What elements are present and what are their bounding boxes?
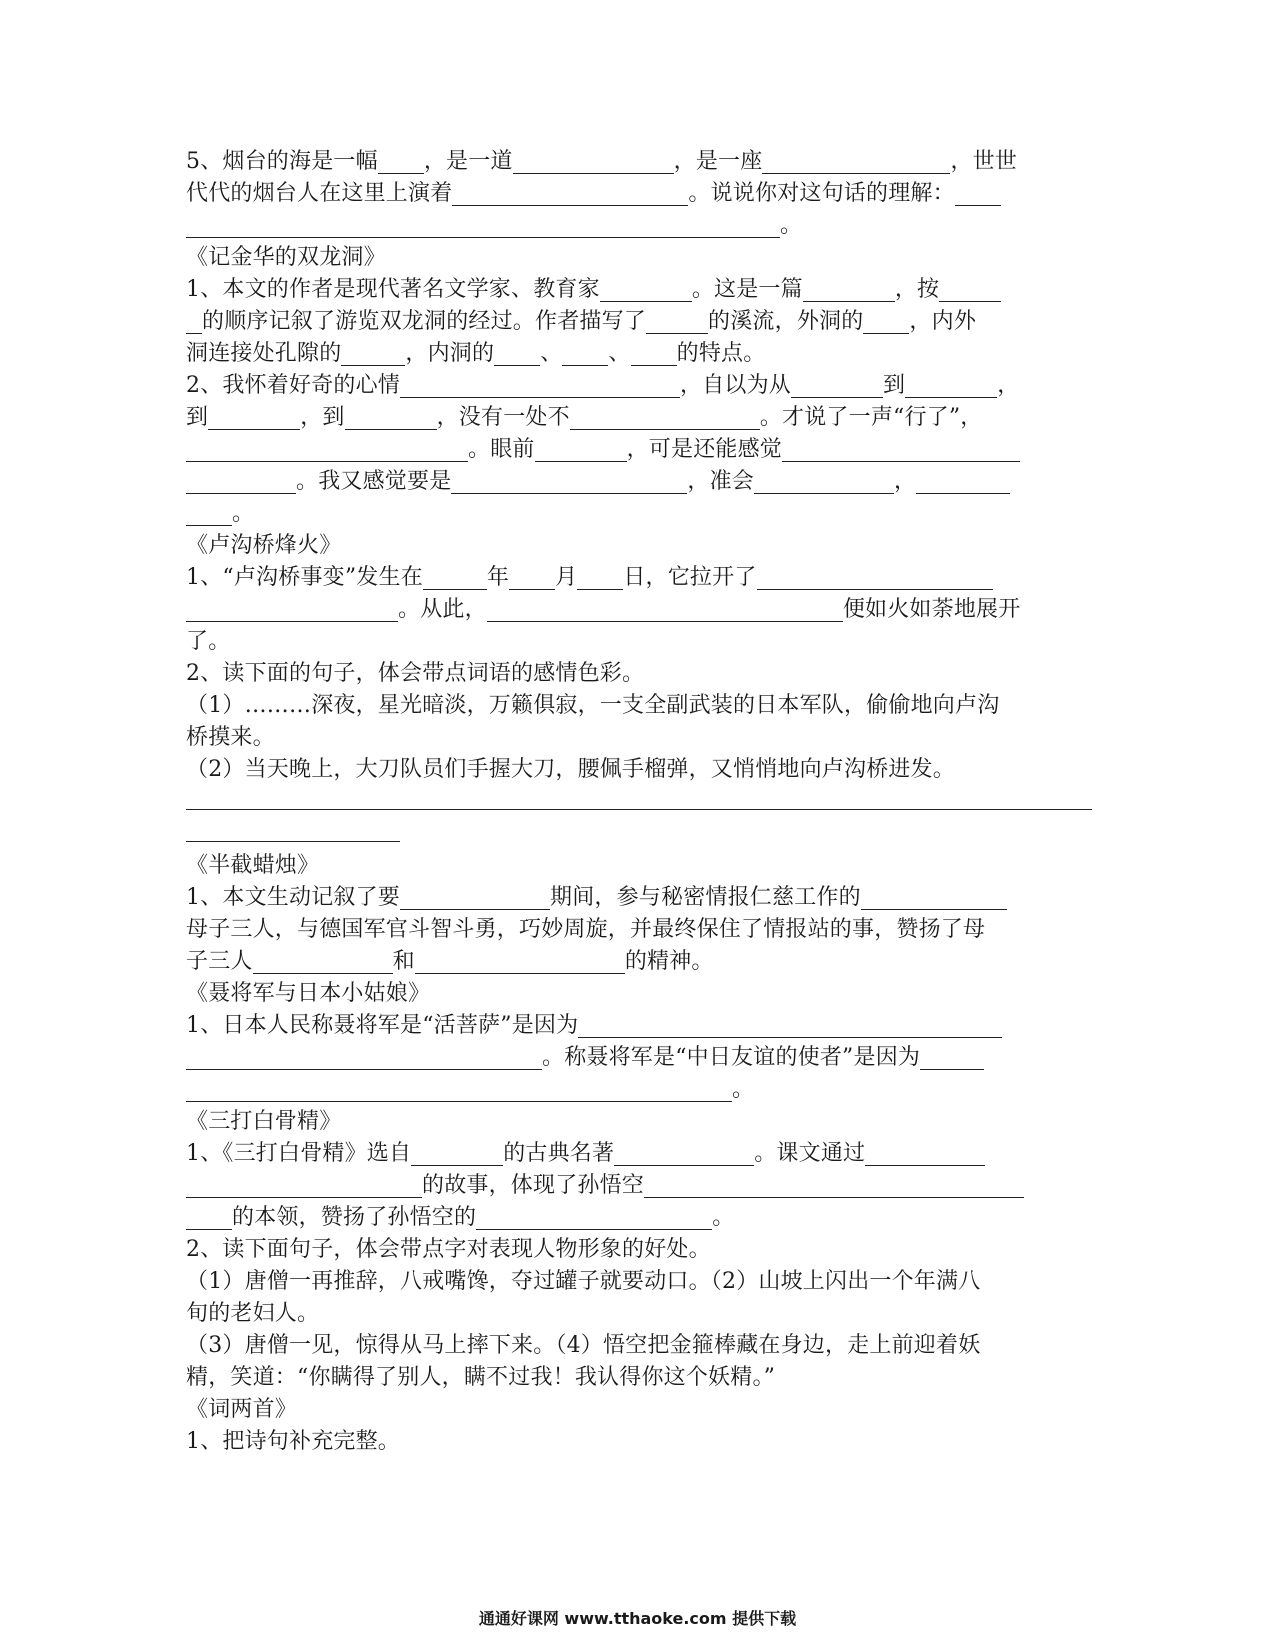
- question-text: ，内外: [909, 309, 977, 334]
- question-line: [186, 1170, 1092, 1202]
- answer-blank[interactable]: [378, 151, 424, 174]
- answer-blank[interactable]: [253, 951, 393, 974]
- question-line: 2、读下面的句子，体会带点词语的感情色彩。: [186, 661, 645, 686]
- question-line: [186, 1074, 1092, 1106]
- answer-blank[interactable]: [452, 183, 688, 206]
- question-text: 1、本文生动记叙了要: [186, 885, 400, 910]
- question-text: 到: [186, 405, 209, 430]
- question-line: [186, 498, 1092, 530]
- question-text: 。: [780, 213, 803, 238]
- answer-blank[interactable]: [600, 279, 692, 302]
- question-text: 的特点。: [676, 341, 766, 366]
- question-line: [186, 594, 1092, 626]
- answer-blank[interactable]: [186, 1047, 542, 1070]
- answer-blank[interactable]: [400, 375, 680, 398]
- answer-blank[interactable]: [186, 311, 202, 334]
- answer-blank[interactable]: [939, 279, 1001, 302]
- question-text: 、: [540, 341, 563, 366]
- answer-blank[interactable]: [423, 567, 487, 590]
- sentence-line: （3）唐僧一见，惊得从马上摔下来。（4）悟空把金箍棒藏在身边，走上前迎着妖: [186, 1333, 981, 1358]
- section-title: 《半截蜡烛》: [186, 853, 320, 878]
- question-text: 。才说了一声“行了”，: [759, 405, 983, 430]
- sentence-line: （1）唐僧一再推辞，八戒嘴馋，夺过罐子就要动口。（2）山坡上闪出一个年满八: [186, 1269, 981, 1294]
- question-text: 2、我怀着好奇的心情: [186, 373, 400, 398]
- question-text: ，到: [300, 405, 345, 430]
- question-text: 子三人: [186, 949, 253, 974]
- question-text: 的顺序记叙了游览双龙洞的经过。作者描写了: [202, 309, 647, 334]
- question-text: ，准会: [687, 469, 755, 494]
- answer-blank[interactable]: [208, 407, 300, 430]
- question-text: ，: [997, 373, 1020, 398]
- sentence-line: 精，笑道：“你瞒得了别人，瞒不过我！我认得你这个妖精。”: [186, 1365, 776, 1390]
- question-line: [186, 338, 1092, 370]
- answer-blank[interactable]: [762, 151, 950, 174]
- answer-blank[interactable]: [644, 1175, 1024, 1198]
- question-text: 、: [608, 341, 631, 366]
- question-text: ，可是还能感觉: [626, 437, 783, 462]
- answer-blank[interactable]: [186, 1175, 422, 1198]
- answer-blank[interactable]: [509, 567, 555, 590]
- question-text: 便如火如荼地展开: [842, 597, 1021, 622]
- question-text: ，是一座: [673, 149, 763, 174]
- question-text: ，自以为从: [680, 373, 792, 398]
- question-line: [186, 1138, 1092, 1170]
- question-text: 的精神。: [624, 949, 714, 974]
- answer-blank[interactable]: [411, 1143, 503, 1166]
- question-text: 1、“卢沟桥事变”发生在: [186, 565, 423, 590]
- answer-blank[interactable]: [614, 1143, 754, 1166]
- answer-blank[interactable]: [186, 841, 400, 842]
- question-line: [186, 146, 1092, 178]
- answer-blank[interactable]: [782, 439, 1020, 462]
- answer-blank[interactable]: [415, 951, 625, 974]
- question-text: 。从此，: [398, 597, 487, 622]
- sentence-line: （2）当天晚上，大刀队员们手握大刀，腰佩手榴弹，又悄悄地向卢沟桥进发。: [186, 757, 955, 782]
- question-line: [186, 274, 1092, 306]
- answer-blank[interactable]: [400, 887, 550, 910]
- section-title: 《记金华的双龙洞》: [186, 245, 386, 270]
- answer-blank[interactable]: [863, 311, 909, 334]
- answer-blank[interactable]: [562, 343, 608, 366]
- answer-blank[interactable]: [955, 183, 1001, 206]
- question-text: 。称聂将军是“中日友谊的使者”是因为: [542, 1045, 921, 1070]
- sentence-line: 旬的老妇人。: [186, 1301, 320, 1326]
- question-text: 到: [883, 373, 906, 398]
- question-text: 的溪流，外洞的: [708, 309, 864, 334]
- answer-blank[interactable]: [757, 567, 993, 590]
- question-text: 1、本文的作者是现代著名文学家、教育家: [186, 277, 600, 302]
- question-line: [186, 882, 1092, 914]
- question-line: 母子三人，与德国军官斗智斗勇，巧妙周旋，并最终保住了情报站的事，赞扬了母: [186, 917, 986, 942]
- question-line: [186, 562, 1092, 594]
- question-line: [186, 210, 1092, 242]
- question-text: 。: [732, 1077, 755, 1102]
- answer-blank[interactable]: [186, 503, 232, 526]
- answer-blank[interactable]: [905, 375, 997, 398]
- answer-blank[interactable]: [916, 471, 1010, 494]
- answer-blank[interactable]: [345, 407, 437, 430]
- answer-blank[interactable]: [578, 1015, 1002, 1038]
- answer-blank[interactable]: [186, 599, 398, 622]
- answer-blank[interactable]: [186, 1079, 732, 1102]
- question-line: 2、读下面句子，体会带点字对表现人物形象的好处。: [186, 1237, 711, 1262]
- question-text: 的本领，赞扬了孙悟空的: [232, 1205, 477, 1230]
- answer-rule: [186, 786, 1092, 818]
- question-text: 期间，参与秘密情报仁慈工作的: [550, 885, 861, 910]
- answer-blank[interactable]: [341, 343, 405, 366]
- question-text: ，按: [894, 277, 940, 302]
- question-line: [186, 1202, 1092, 1234]
- answer-blank[interactable]: [861, 887, 1007, 910]
- question-line: [186, 178, 1092, 210]
- answer-blank[interactable]: [451, 471, 687, 494]
- question-line: 1、把诗句补充完整。: [186, 1429, 400, 1454]
- section-title: 《聂将军与日本小姑娘》: [186, 981, 431, 1006]
- question-text: 的古典名著: [503, 1141, 615, 1166]
- answer-blank[interactable]: [920, 1047, 984, 1070]
- question-line: [186, 402, 1092, 434]
- question-line: [186, 306, 1092, 338]
- answer-blank[interactable]: [186, 809, 1092, 810]
- question-text: 。: [712, 1205, 735, 1230]
- answer-blank[interactable]: [803, 279, 895, 302]
- question-text: 。说说你对这句话的理解：: [688, 181, 955, 206]
- question-text: 。这是一篇: [691, 277, 803, 302]
- worksheet-page: [186, 146, 1092, 1458]
- question-line: [186, 946, 1092, 978]
- question-text: 。眼前: [468, 437, 535, 462]
- section-title: 《词两首》: [186, 1397, 298, 1422]
- question-line: 了。: [186, 629, 231, 654]
- question-text: 1、日本人民称聂将军是“活菩萨”是因为: [186, 1013, 579, 1038]
- answer-blank[interactable]: [577, 567, 623, 590]
- answer-blank[interactable]: [791, 375, 883, 398]
- answer-blank[interactable]: [186, 215, 780, 238]
- question-text: 。我又感觉要是: [296, 469, 452, 494]
- answer-blank[interactable]: [513, 151, 674, 174]
- answer-blank[interactable]: [646, 311, 708, 334]
- question-text: 。: [232, 501, 255, 526]
- question-line: [186, 1042, 1092, 1074]
- footer-credit: 通通好课网 www.tthaoke.com 提供下载: [478, 1609, 797, 1628]
- section-title: 《三打白骨精》: [186, 1109, 342, 1134]
- question-text: 1、《三打白骨精》选自: [186, 1141, 412, 1166]
- answer-blank[interactable]: [754, 471, 894, 494]
- question-line: [186, 466, 1092, 498]
- question-line: [186, 370, 1092, 402]
- question-text: ，世世: [950, 149, 1018, 174]
- question-text: 洞连接处孔隙的: [186, 341, 342, 366]
- question-text: ，没有一处不: [436, 405, 570, 430]
- answer-blank[interactable]: [494, 343, 540, 366]
- sentence-line: 桥摸来。: [186, 725, 275, 750]
- answer-blank[interactable]: [865, 1143, 985, 1166]
- question-text: 日，它拉开了: [623, 565, 757, 590]
- answer-blank[interactable]: [186, 439, 468, 462]
- question-text: ，内洞的: [405, 341, 495, 366]
- answer-blank[interactable]: [631, 343, 677, 366]
- sentence-line: （1）………深夜，星光暗淡，万籁俱寂，一支全副武装的日本军队，偷偷地向卢沟: [186, 693, 1000, 718]
- question-text: ，: [894, 469, 917, 494]
- answer-blank[interactable]: [535, 439, 627, 462]
- question-text: 代代的烟台人在这里上演着: [186, 181, 453, 206]
- answer-blank[interactable]: [186, 1207, 232, 1230]
- answer-blank[interactable]: [487, 599, 843, 622]
- section-title: 《卢沟桥烽火》: [186, 533, 342, 558]
- question-line: [186, 434, 1092, 466]
- question-line: [186, 1010, 1092, 1042]
- question-text: 年: [486, 565, 510, 590]
- question-text: 月: [555, 565, 578, 590]
- answer-rule: [186, 818, 1092, 850]
- answer-blank[interactable]: [186, 471, 296, 494]
- answer-blank[interactable]: [476, 1207, 712, 1230]
- question-text: 。课文通过: [754, 1141, 866, 1166]
- answer-blank[interactable]: [570, 407, 760, 430]
- question-text: 的故事，体现了孙悟空: [422, 1173, 645, 1198]
- question-text: ，是一道: [423, 149, 513, 174]
- question-text: 5、烟台的海是一幅: [186, 149, 378, 174]
- question-text: 和: [392, 949, 415, 974]
